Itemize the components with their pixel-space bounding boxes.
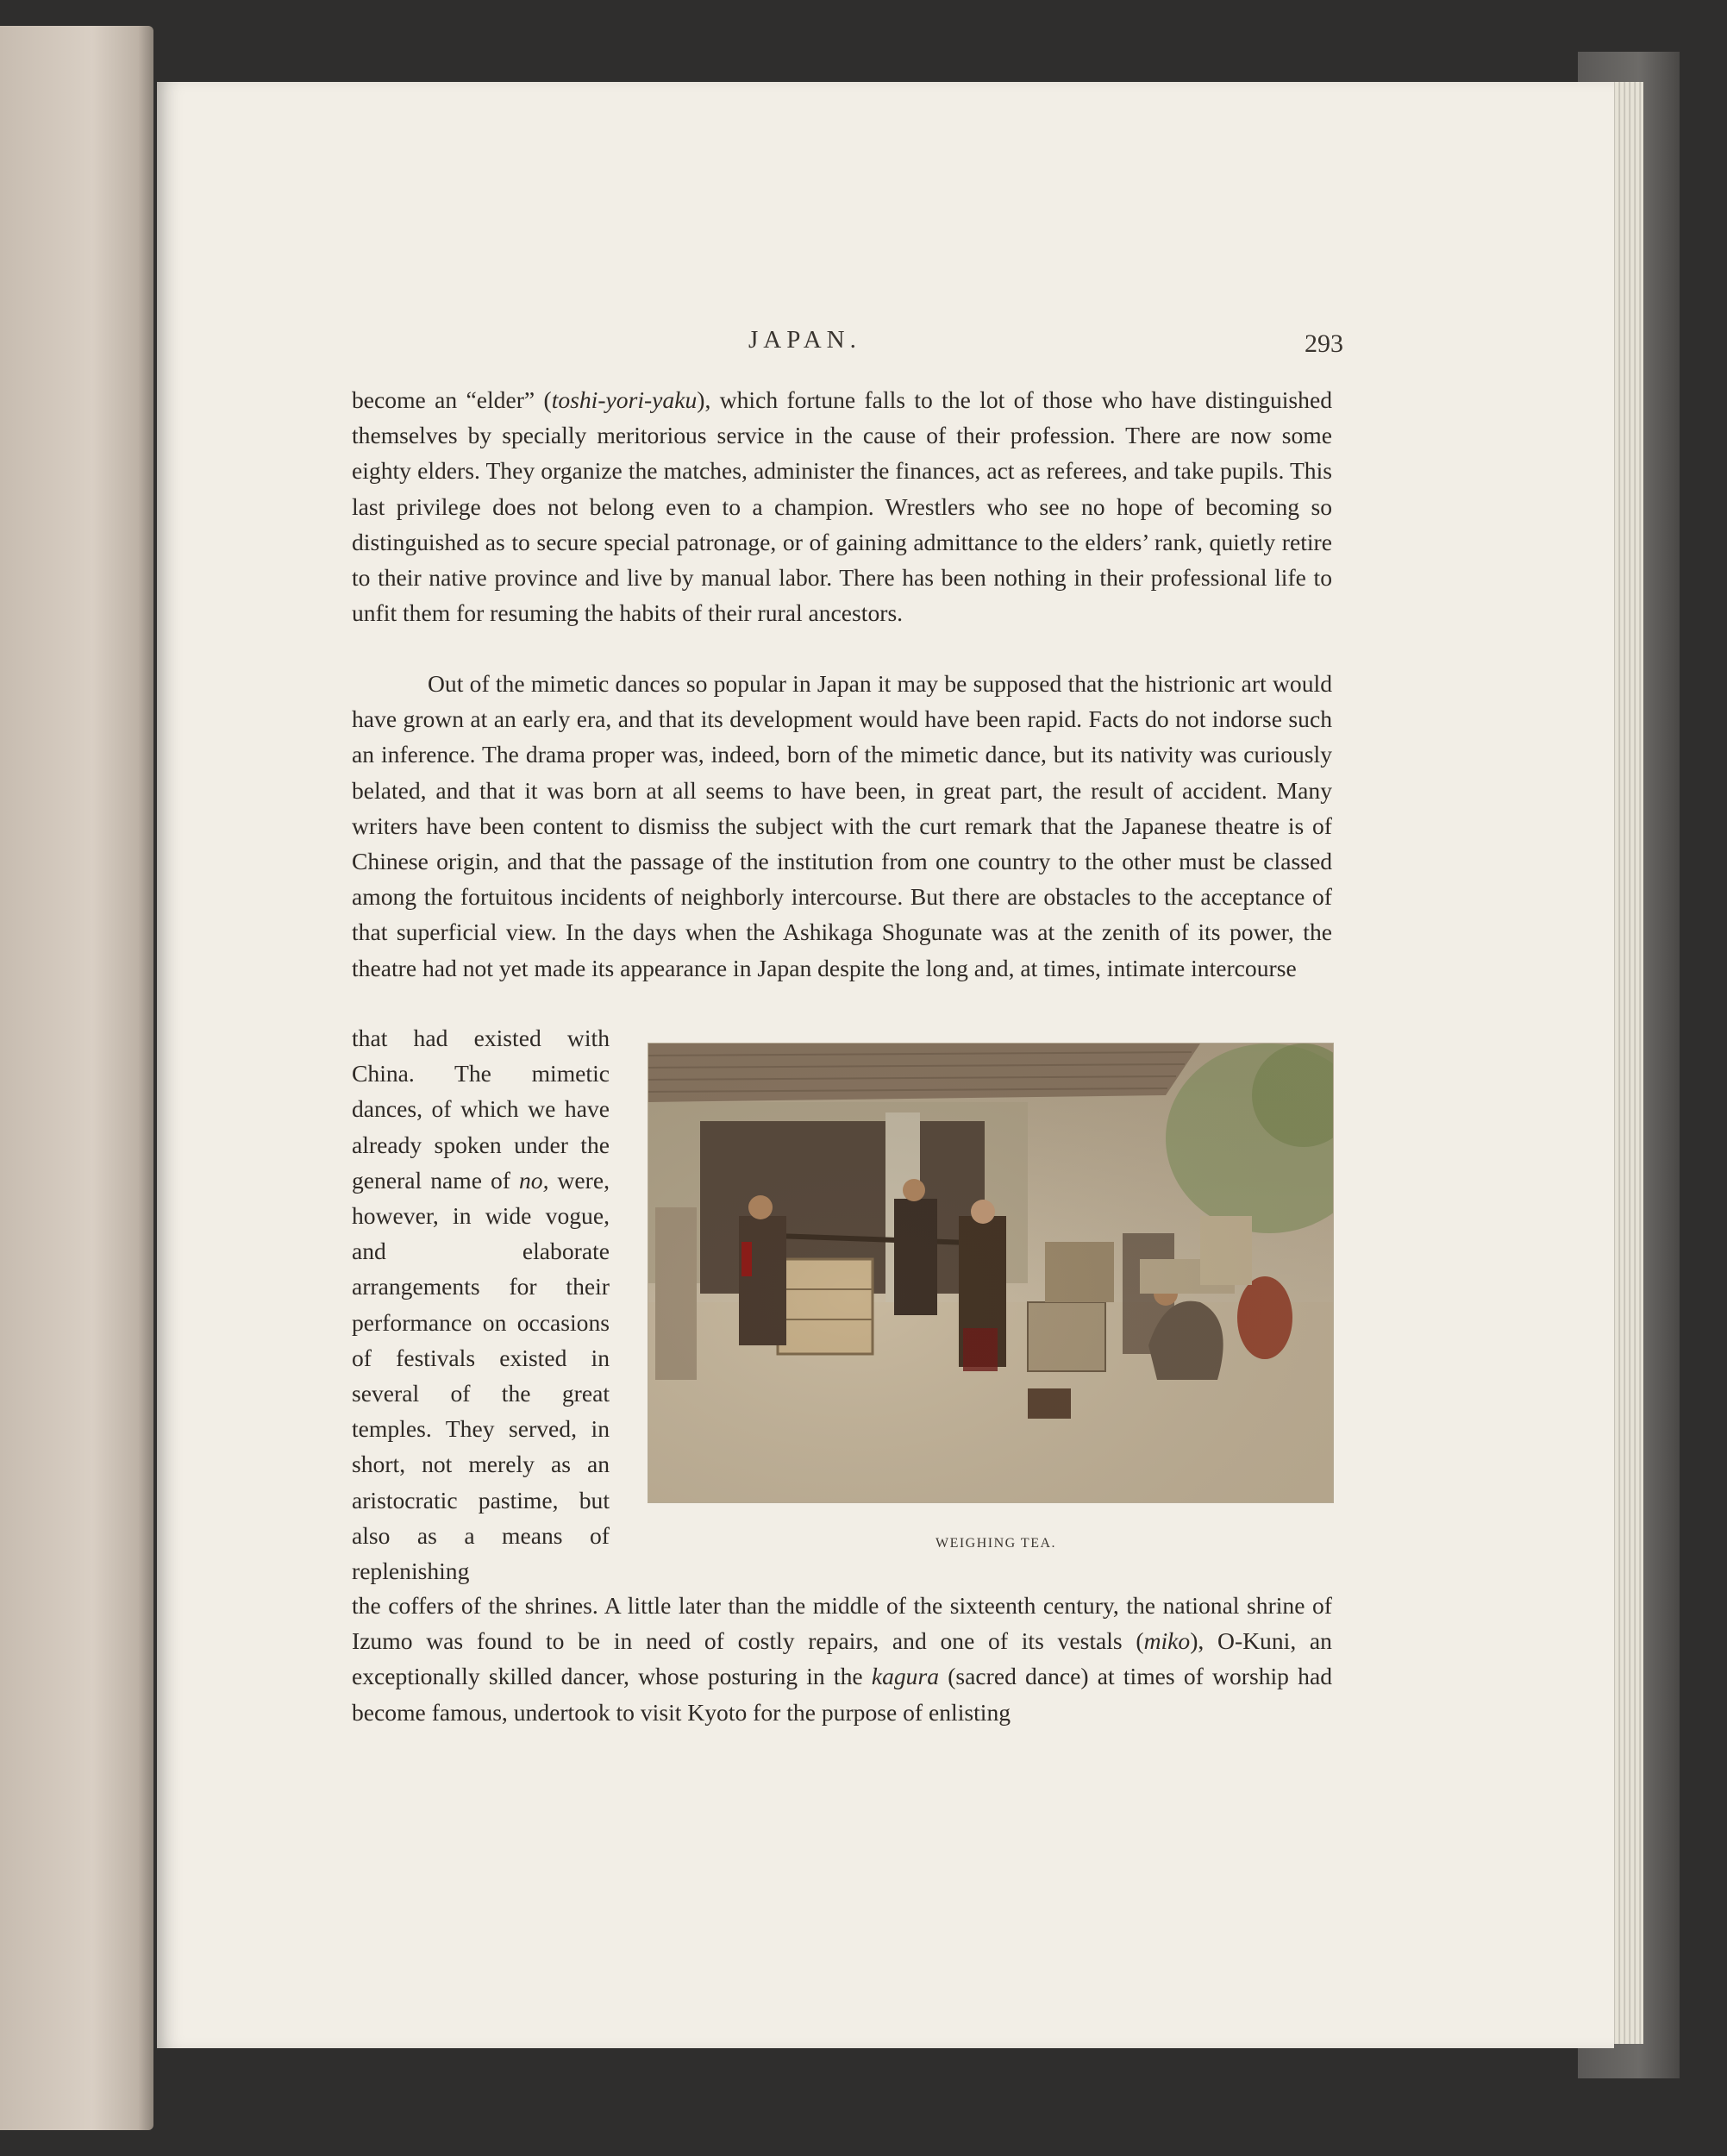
- paragraph-1-text-a: become an “elder” (: [352, 386, 552, 413]
- left-page-edge: [0, 26, 153, 2130]
- wrapped-text-b: were, however, in wide vogue, and elaborate arrangements for their performance on occasions of festivals existed in several of the great temples. They served, in short, not merely as an aristocratic pastime, but also as a means of replenishing: [352, 1166, 610, 1585]
- continued-text-b: ), O-Kuni, an exceptionally skilled dancer, whose posturing in the: [352, 1627, 1332, 1690]
- photograph-weighing-tea: [648, 1043, 1334, 1503]
- paragraph-1-text-b: ), which fortune falls to the lot of those who have distinguished themselves by specially meritorious service in the cause of their profession. There are now some eighty elders. They organize the matches, administer the finances, act as referees, and take pupils. This last privilege does not belong even to a champion. Wrestlers who see no hope of becoming so distinguished as to secure special patronage, or of gaining admittance to the elders’ rank, quietly retire to their native province and live by manual labor. There has been nothing in their professional life to unfit them for resuming the habits of their rural ancestors.: [352, 386, 1332, 627]
- term-kagura: kagura: [871, 1663, 940, 1690]
- photo-illustration: [648, 1044, 1333, 1502]
- wrapped-text-a: that had existed with China. The mimetic dances, of which we have already spoken under the general name of: [352, 1025, 610, 1194]
- term-toshi-yori-yaku: toshi-yori-yaku: [551, 386, 698, 413]
- paragraph-2-wrapped-column: [352, 1020, 610, 1589]
- continued-text-c: (sacred dance) at times of worship had become famous, undertook to visit Kyoto for the purpose of enlisting: [352, 1663, 1332, 1726]
- paragraph-2-full-width: [352, 666, 1332, 986]
- term-no: no,: [518, 1166, 549, 1194]
- paragraph-1: [352, 382, 1332, 630]
- paragraph-2-text: Out of the mimetic dances so popular in Japan it may be supposed that the histrionic art would have grown at an early era, and that its development would have been rapid. Facts do not indorse such an inference. The drama proper was, indeed, born of the mimetic dance, but its nativity was curiously belated, and that it was born at all seems to have been, in great part, the result of accident. Many writers have been content to dismiss the subject with the curt remark that the Japanese theatre is of Chinese origin, and that the passage of the institution from one country to the other must be classed among the fortuitous incidents of neighborly intercourse. But there are obstacles to the acceptance of that superficial view. In the days when the Ashikaga Shogunate was at the zenith of its power, the theatre had not yet made its appearance in Japan despite the long and, at times, intimate intercourse: [352, 670, 1332, 981]
- running-header: JAPAN.: [748, 326, 861, 354]
- paragraph-2-continued: [352, 1588, 1332, 1730]
- term-miko: miko: [1143, 1627, 1191, 1655]
- figure-caption: WEIGHING TEA.: [935, 1536, 1057, 1551]
- continued-text-a: the coffers of the shrines. A little later than the middle of the sixteenth century, the national shrine of Izumo was found to be in need of costly repairs, and one of its vestals (: [352, 1592, 1332, 1655]
- page-number: 293: [1305, 329, 1343, 358]
